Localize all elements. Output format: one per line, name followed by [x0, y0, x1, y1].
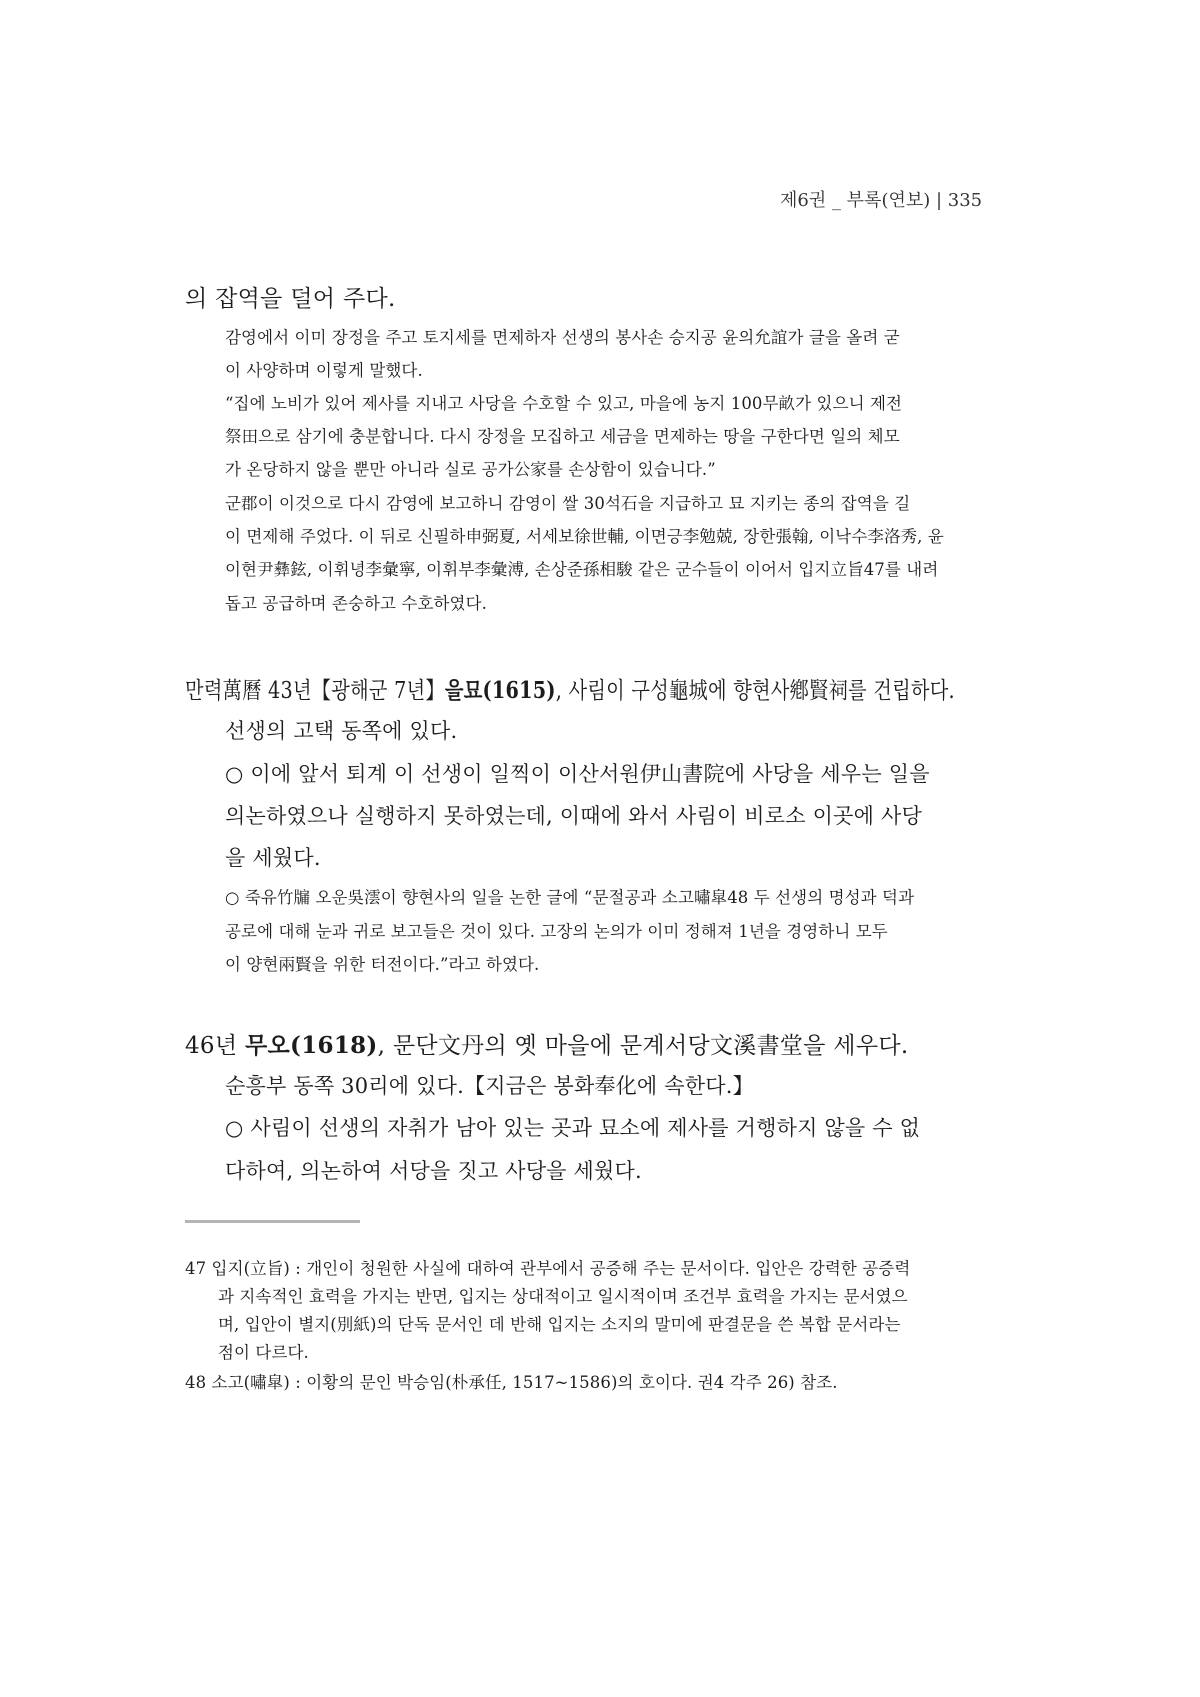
paragraph-line: 이현尹彝鉉, 이휘녕李彙寧, 이휘부李彙溥, 손상준孫相駿 같은 군수들이 이어서 입지立旨47를 내려: [225, 560, 939, 579]
entry-heading: [185, 672, 955, 705]
entry-quote-line: ○ 죽유竹牖 오운吳澐이 향현사의 일을 논한 글에 “문절공과 소고嘯皐48 두 선생의 명성과 덕과: [225, 888, 915, 907]
entry-quote-line: 공로에 대해 눈과 귀로 보고들은 것이 있다. 고장의 논의가 이미 정해져 1년을 경영하니 모두: [225, 922, 888, 941]
footnote-separator: [185, 1220, 360, 1223]
entry-body-line: ○ 사림이 선생의 자취가 남아 있는 곳과 묘소에 제사를 거행하지 않을 수 없: [225, 1116, 921, 1140]
entry-body-line: ○ 이에 앞서 퇴계 이 선생이 일찍이 이산서원伊山書院에 사당을 세우는 일을: [225, 762, 930, 786]
page-header: 제6권 _ 부록(연보) | 335: [780, 190, 983, 211]
paragraph-line: 가 온당하지 않을 뿐만 아니라 실로 공가公家를 손상함이 있습니다.”: [225, 460, 716, 479]
heading-prefix: 46년: [185, 1033, 245, 1059]
paragraph-line: 이 면제해 주었다. 이 뒤로 신필하申弼夏, 서세보徐世輔, 이면긍李勉兢, 장한張翰, 이낙수李洛秀, 윤: [225, 527, 944, 546]
footnote-line: 47 입지(立旨) : 개인이 청원한 사실에 대하여 관부에서 공증해 주는 문서이다. 입안은 강력한 공증력: [185, 1259, 911, 1278]
entry-body-line: 을 세웠다.: [225, 846, 321, 870]
entry-body-line: 의논하였으나 실행하지 못하였는데, 이때에 와서 사림이 비로소 이곳에 사당: [225, 804, 922, 828]
entry-quote-line: 이 양현兩賢을 위한 터전이다.”라고 하였다.: [225, 955, 540, 974]
heading-text: , 문단文丹의 옛 마을에 문계서당文溪書堂을 세우다.: [377, 1033, 909, 1059]
entry-body-line: 다하여, 의논하여 서당을 짓고 사당을 세웠다.: [225, 1159, 642, 1183]
paragraph-line: 돕고 공급하며 존숭하고 수호하였다.: [225, 594, 487, 613]
paragraph-line: 祭田으로 삼기에 충분합니다. 다시 장정을 모집하고 세금을 면제하는 땅을 구한다면 일의 체모: [225, 427, 900, 446]
entry-heading: [185, 1027, 955, 1060]
paragraph-line: 의 잡역을 덜어 주다.: [185, 286, 396, 312]
paragraph-line: “집에 노비가 있어 제사를 지내고 사당을 수호할 수 있고, 마을에 농지 100무畝가 있으니 제전: [225, 394, 903, 413]
footnote-line: 과 지속적인 효력을 가지는 반면, 입지는 상대적이고 일시적이며 조건부 효력을 가지는 문서였으: [218, 1287, 908, 1306]
heading-text: , 사림이 구성龜城에 향현사鄕賢祠를 건립하다.: [555, 678, 955, 704]
footnote-line: 점이 다르다.: [218, 1343, 309, 1362]
entry-note: 순흥부 동쪽 30리에 있다.【지금은 봉화奉化에 속한다.】: [225, 1074, 754, 1098]
heading-year: 무오(1618): [245, 1032, 378, 1059]
heading-year: 을묘(1615): [444, 677, 556, 704]
paragraph-line: 이 사양하며 이렇게 말했다.: [225, 361, 423, 380]
footnote-line: 며, 입안이 별지(別紙)의 단독 문서인 데 반해 입지는 소지의 말미에 판결문을 쓴 복합 문서라는: [218, 1315, 901, 1334]
heading-prefix: 만력萬曆 43년【광해군 7년】: [185, 678, 445, 704]
paragraph-line: 군郡이 이것으로 다시 감영에 보고하니 감영이 쌀 30석石을 지급하고 묘 지키는 종의 잡역을 길: [225, 494, 911, 513]
footnote-line: 48 소고(嘯皐) : 이황의 문인 박승임(朴承任, 1517~1586)의 호이다. 권4 각주 26) 참조.: [185, 1373, 838, 1392]
entry-note: 선생의 고택 동쪽에 있다.: [225, 719, 458, 743]
paragraph-line: 감영에서 이미 장정을 주고 토지세를 면제하자 선생의 봉사손 승지공 윤의允誼가 글을 올려 굳: [225, 328, 900, 347]
